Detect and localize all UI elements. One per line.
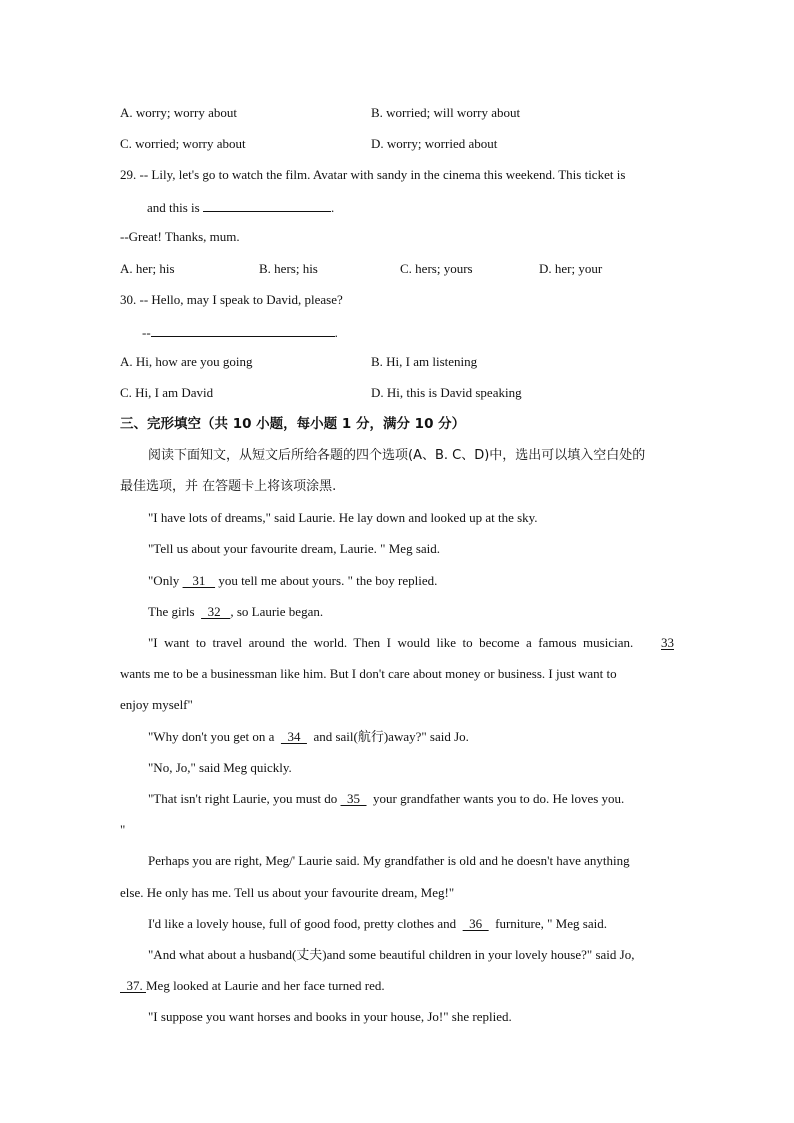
q28-option-a: A. worry; worry about [120, 105, 237, 120]
passage-paragraph: Perhaps you are right, Meg/' Laurie said. My grandfather is old and he doesn't have anything [148, 853, 630, 868]
q30-option-b: B. Hi, I am listening [371, 354, 478, 369]
passage-paragraph [148, 635, 674, 651]
passage-line: " [120, 822, 126, 837]
passage-line: else. He only has me. Tell us about your favourite dream, Meg!" [120, 885, 455, 900]
text-fragment: furniture, " Meg said. [488, 916, 607, 931]
blank-35: 35 [340, 791, 367, 806]
blank-33: 33 [661, 635, 674, 650]
q28-option-c: C. worried; worry about [120, 136, 246, 151]
q29-option-a: A. her; his [120, 261, 175, 276]
text-fragment: and sail(航行)away?" said Jo. [306, 729, 469, 744]
q30-option-d: D. Hi, this is David speaking [371, 385, 522, 400]
q29-reply: --Great! Thanks, mum. [120, 229, 240, 244]
q30-option-c: C. Hi, I am David [120, 385, 214, 400]
q29-blank [203, 198, 331, 212]
passage-paragraph [148, 916, 607, 932]
section-instructions-line1: 阅读下面知文，从短文后所给各题的四个选项(A、B. C、D)中，选出可以填入空白处的 [148, 448, 646, 463]
q29-prefix: and this is [147, 200, 200, 215]
passage-paragraph: "And what about a husband(丈夫)and some beautiful children in your lovely house?" said Jo, [148, 947, 635, 962]
text-fragment: you tell me about yours. " the boy replied. [215, 573, 438, 588]
passage-paragraph [148, 604, 323, 620]
q29-suffix: . [330, 200, 335, 215]
text-fragment: The girls [148, 604, 202, 619]
text-fragment: I'd like a lovely house, full of good food, pretty clothes and [148, 916, 463, 931]
q30-answer-line [142, 323, 338, 341]
passage-line: enjoy myself" [120, 697, 193, 712]
passage-paragraph: "Tell us about your favourite dream, Laurie. " Meg said. [148, 541, 441, 556]
text-fragment: your grandfather wants you to do. He loves you. [366, 791, 625, 806]
blank-36: 36 [462, 916, 489, 931]
blank-31: 31 [182, 573, 216, 588]
q29-option-d: D. her; your [539, 261, 603, 276]
section-heading: 三、完形填空（共 10 小题，每小题 1 分，满分 10 分） [120, 416, 466, 432]
passage-paragraph: "I have lots of dreams," said Laurie. He lay down and looked up at the sky. [148, 510, 538, 525]
blank-37: 37. [120, 978, 146, 993]
text-fragment: "I want to travel around the world. Then I would like to become a famous musician. [148, 635, 634, 650]
passage-paragraph [148, 729, 469, 745]
blank-32: 32 [201, 604, 231, 619]
q29-question: 29. -- Lily, let's go to watch the film. Avatar with sandy in the cinema this weekend. This ticket is [120, 167, 626, 182]
q29-answer-line [147, 198, 334, 216]
q28-option-d: D. worry; worried about [371, 136, 498, 151]
q29-option-c: C. hers; yours [400, 261, 473, 276]
text-fragment: Meg looked at Laurie and her face turned red. [146, 978, 385, 993]
q30-question: 30. -- Hello, may I speak to David, please? [120, 292, 343, 307]
text-fragment: "Why don't you get on a [148, 729, 281, 744]
passage-paragraph [148, 791, 624, 807]
q29-option-b: B. hers; his [259, 261, 318, 276]
passage-line: wants me to be a businessman like him. But I don't care about money or business. I just want to [120, 666, 617, 681]
passage-paragraph: "I suppose you want horses and books in your house, Jo!" she replied. [148, 1009, 512, 1024]
text-fragment: , so Laurie began. [230, 604, 324, 619]
q28-option-b: B. worried; will worry about [371, 105, 521, 120]
text-fragment: "That isn't right Laurie, you must do [148, 791, 341, 806]
q30-option-a: A. Hi, how are you going [120, 354, 253, 369]
q30-prefix: -- [142, 325, 151, 340]
section-instructions-line2: 最佳选项，并 在答题卡上将该项涂黑. [120, 479, 337, 494]
passage-paragraph [148, 573, 437, 589]
passage-paragraph: "No, Jo," said Meg quickly. [148, 760, 292, 775]
text-fragment: "Only [148, 573, 183, 588]
blank-34: 34 [280, 729, 307, 744]
q30-blank [151, 323, 335, 337]
passage-line [120, 978, 385, 994]
q30-suffix: . [334, 325, 338, 340]
